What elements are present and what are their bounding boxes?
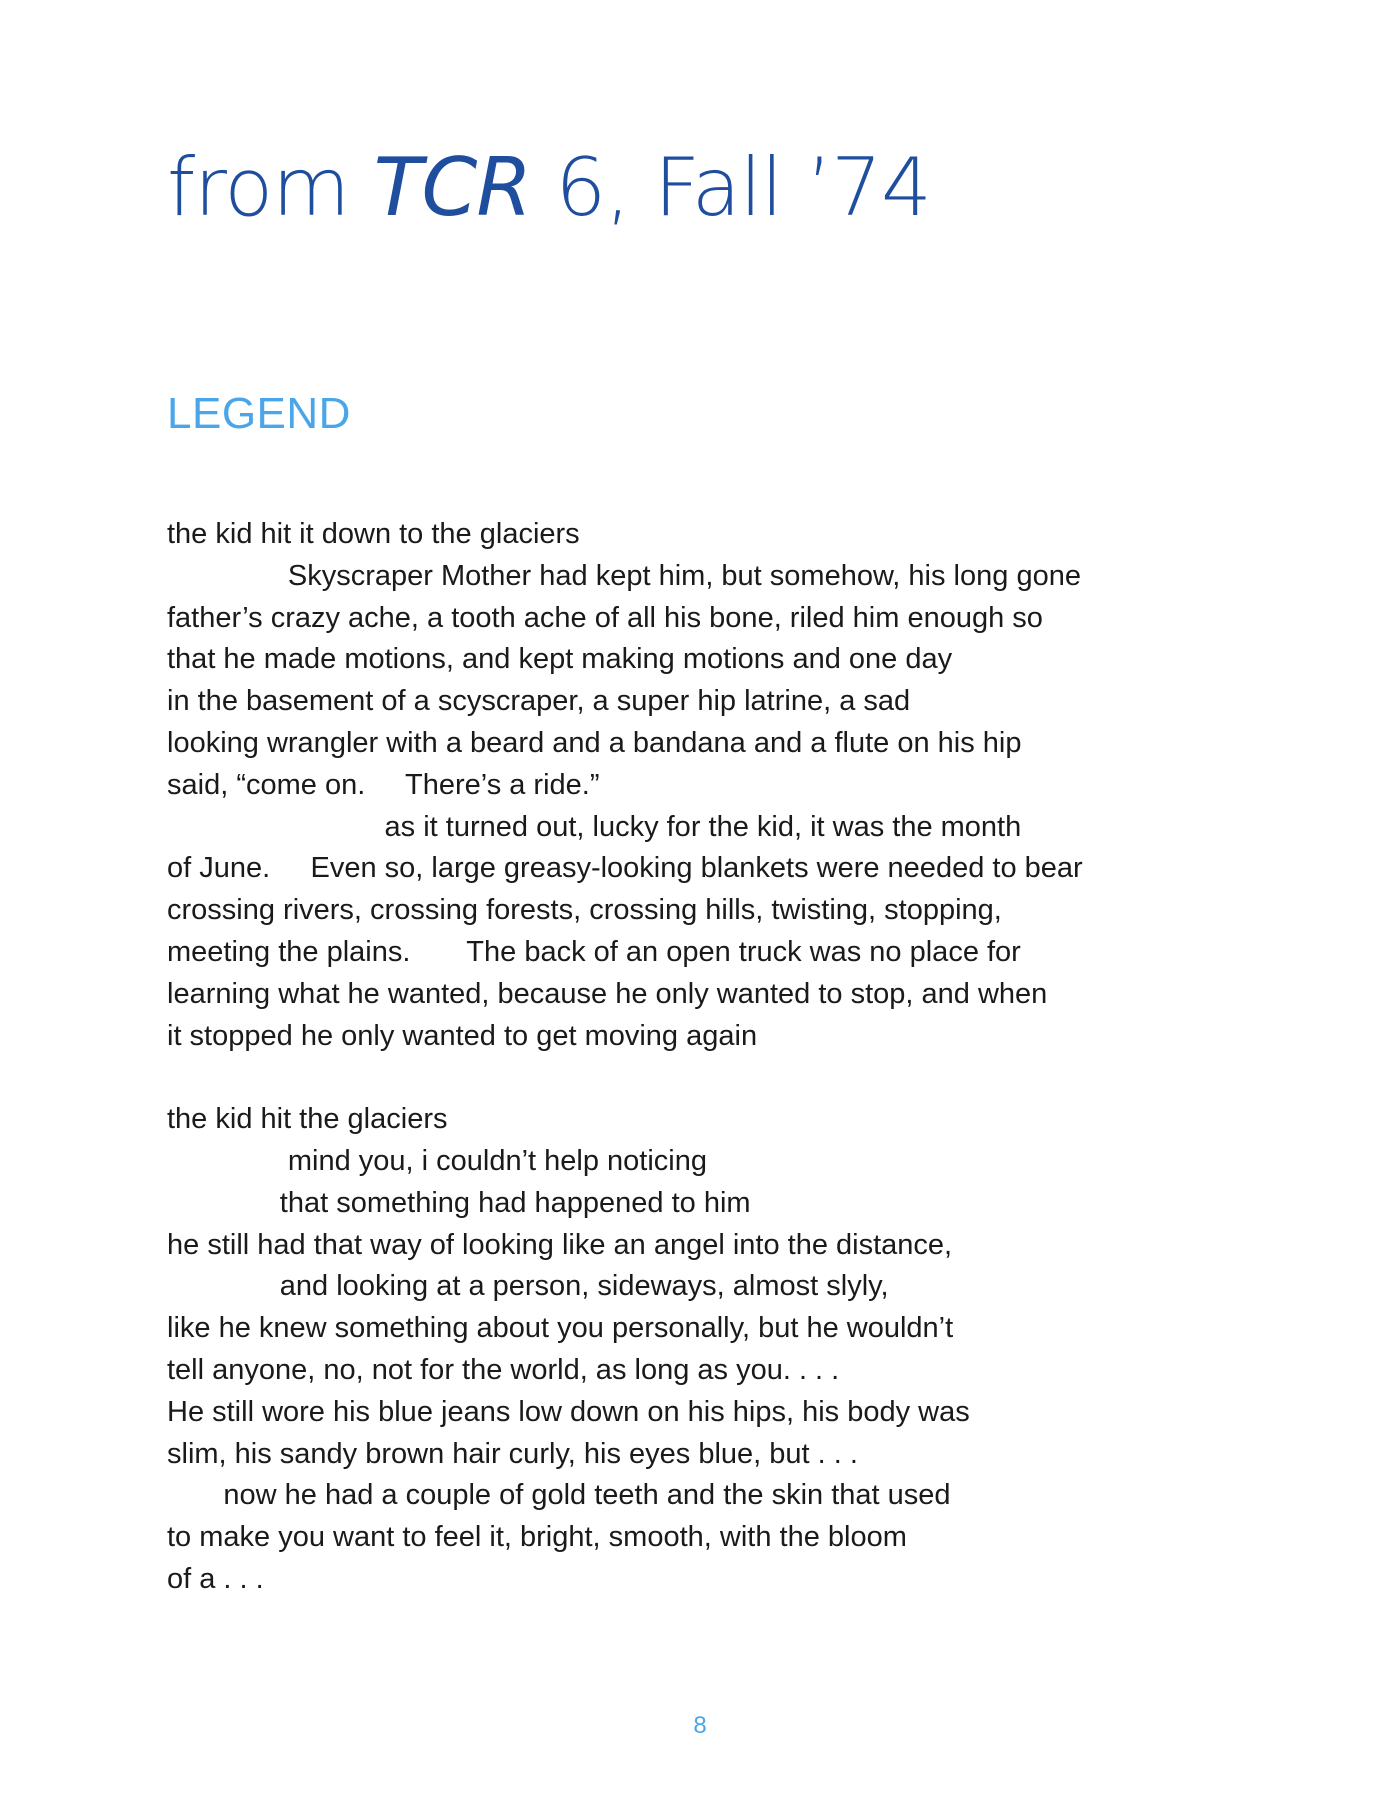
page-number: 8 xyxy=(693,1712,707,1739)
poem-line: mind you, i couldn’t help noticing xyxy=(167,1144,707,1177)
poem-body xyxy=(167,514,1287,1601)
poem-line: meeting the plains. The back of an open truck was no place for xyxy=(167,935,1021,968)
poem-line: of June. Even so, large greasy-looking blankets were needed to bear xyxy=(167,852,1083,885)
poem-line: slim, his sandy brown hair curly, his eyes blue, but . . . xyxy=(167,1437,858,1470)
poem-title: LEGEND xyxy=(167,389,351,438)
poem-line: to make you want to feel it, bright, smooth, with the bloom xyxy=(167,1521,907,1554)
poem-line: learning what he wanted, because he only wanted to stop, and when xyxy=(167,977,1048,1010)
poem-line: tell anyone, no, not for the world, as long as you. . . . xyxy=(167,1353,840,1386)
poem-line: now he had a couple of gold teeth and the skin that used xyxy=(167,1479,951,1512)
page-title-prefix: from xyxy=(167,141,374,234)
poem-line: He still wore his blue jeans low down on his hips, his body was xyxy=(167,1395,970,1428)
poem-line: in the basement of a scyscraper, a super hip latrine, a sad xyxy=(167,685,911,718)
page-title-journal: TCR xyxy=(373,141,531,234)
poem-line: he still had that way of looking like an angel into the distance, xyxy=(167,1228,953,1261)
poem-line: that he made motions, and kept making motions and one day xyxy=(167,643,953,676)
poem-line: said, “come on. There’s a ride.” xyxy=(167,768,600,801)
poem-line: looking wrangler with a beard and a bandana and a flute on his hip xyxy=(167,726,1022,759)
poem-line: it stopped he only wanted to get moving again xyxy=(167,1019,758,1052)
poem-line: and looking at a person, sideways, almost slyly, xyxy=(167,1270,889,1303)
page-title-suffix: 6, Fall ’74 xyxy=(530,141,931,234)
poem-line: the kid hit it down to the glaciers xyxy=(167,518,580,550)
poem-line: the kid hit the glaciers xyxy=(167,1103,448,1136)
poem-line xyxy=(167,1057,1287,1099)
poem-line: as it turned out, lucky for the kid, it was the month xyxy=(167,810,1022,843)
page-title xyxy=(167,141,931,234)
poem-line: like he knew something about you personally, but he wouldn’t xyxy=(167,1312,954,1345)
poem-line: father’s crazy ache, a tooth ache of all his bone, riled him enough so xyxy=(167,601,1043,634)
poem-line: Skyscraper Mother had kept him, but somehow, his long gone xyxy=(167,559,1081,592)
poem-line: crossing rivers, crossing forests, crossing hills, twisting, stopping, xyxy=(167,894,1002,927)
poem-line: that something had happened to him xyxy=(167,1186,751,1219)
poem-line: of a . . . xyxy=(167,1562,264,1595)
